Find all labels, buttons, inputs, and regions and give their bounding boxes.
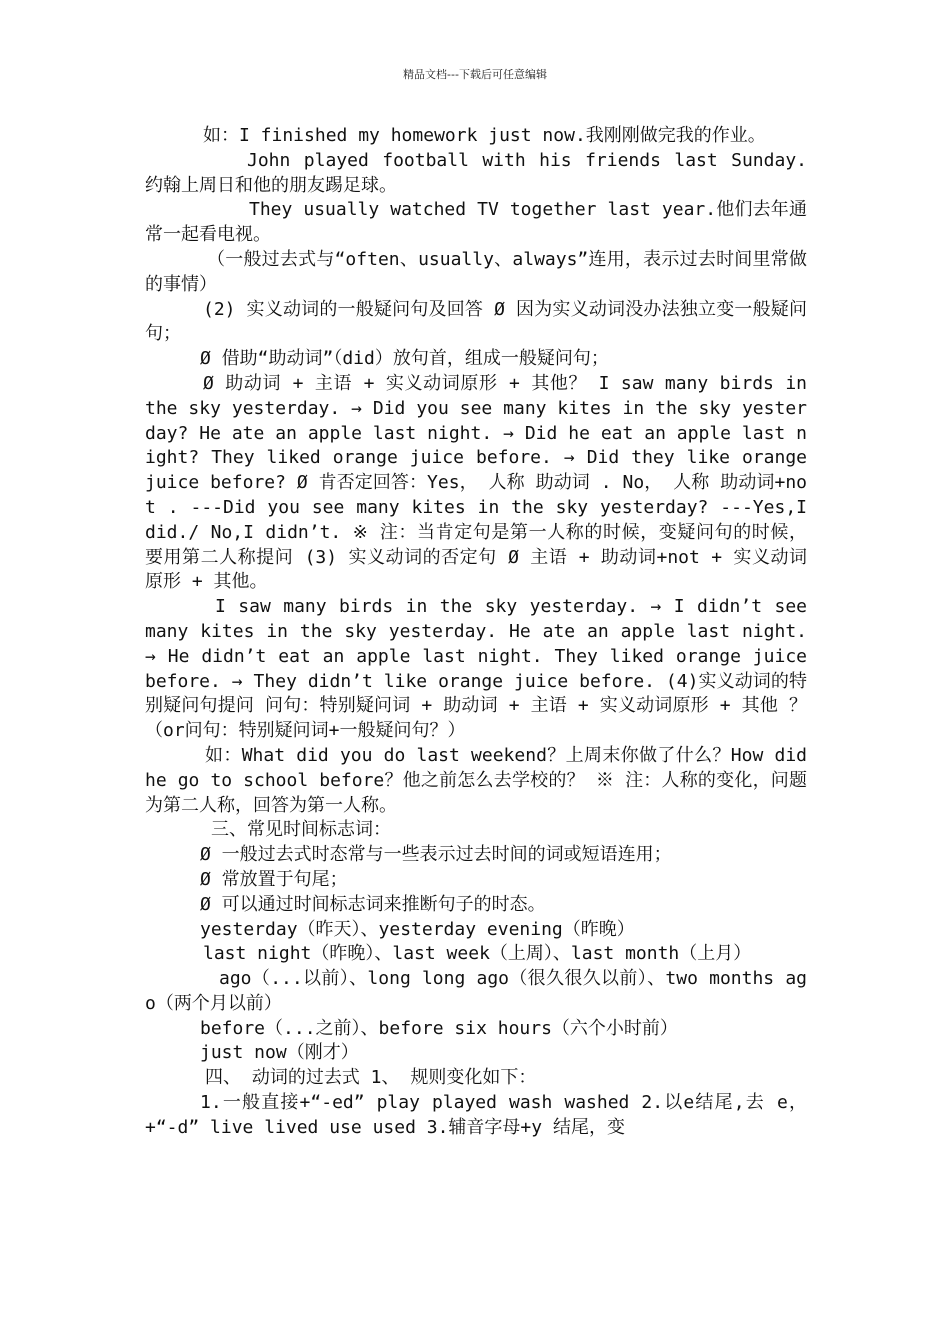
paragraph: just now（刚才）	[200, 1042, 359, 1064]
document-body	[145, 124, 807, 1141]
paragraph: They usually watched TV together last year.他们去年通常一起看电视。	[145, 199, 807, 246]
paragraph: Ø 借助“助动词”（did）放句首，组成一般疑问句；	[200, 348, 609, 370]
paragraph: (2) 实义动词的一般疑问句及回答 Ø 因为实义动词没办法独立变一般疑问句；	[145, 298, 807, 345]
paragraph: John played football with his friends last Sunday. 约翰上周日和他的朋友踢足球。	[145, 149, 807, 196]
section-heading: 三、常见时间标志词：	[211, 819, 391, 841]
page-header: 精品文档---下载后可任意编辑	[403, 68, 547, 81]
paragraph: 如：I finished my homework just now.我刚刚做完我的作业。	[203, 125, 766, 146]
paragraph: （一般过去式与“often、usually、always”连用，表示过去时间里常做的事情）	[145, 248, 807, 295]
paragraph: Ø 一般过去式时态常与一些表示过去时间的词或短语连用；	[200, 844, 672, 866]
paragraph: 1.一般直接+“-ed” play played wash washed 2.以e结尾,去 e，+“-d” live lived use used 3.辅音字母+y 结尾，变	[145, 1092, 807, 1138]
paragraph: before（...之前）、before six hours（六个小时前）	[200, 1017, 678, 1039]
paragraph: 如：What did you do last weekend？上周末你做了什么？How did he go to school before？他之前怎么去学校的？ ※ 注：人称的变化，问题为第二人称，回答为第一人称。	[145, 744, 807, 816]
paragraph: Ø 可以通过时间标志词来推断句子的时态。	[200, 893, 546, 915]
paragraph: Ø 助动词 + 主语 + 实义动词原形 + 其他？ I saw many birds in the sky yesterday. → Did you see many kites in the sky yesterday? He ate an apple last night. → Did he eat an apple last night? They liked orange juice before. → Did they like orange juice before? Ø 肯否定回答：Yes， 人称 助动词 . No， 人称 助动词+not . ---Did you see many kites in the sky yesterday? ---Yes,I did./ No,I didn’t. ※ 注：当肯定句是第一人称的时候，变疑问句的时候，要用第二人称提问 (3) 实义动词的否定句 Ø 主语 + 助动词+not + 实义动词原形 + 其他。	[145, 372, 807, 593]
paragraph: I saw many birds in the sky yesterday. → I didn’t see many kites in the sky yesterday. He ate an apple last night. → He didn’t eat an apple last night. They liked orange juice before. → They didn’t like orange juice before. (4)实义动词的特别疑问句提问 问句：特别疑问词 + 助动词 + 主语 + 实义动词原形 + 其他 ？ （or问句：特别疑问词+一般疑问句？）	[145, 596, 807, 742]
paragraph: Ø 常放置于句尾；	[200, 868, 348, 890]
paragraph: ago（...以前）、long long ago（很久很久以前）、two months ago（两个月以前）	[145, 968, 807, 1014]
paragraph: last night（昨晚）、last week（上周）、last month（上月）	[203, 943, 752, 965]
paragraph: yesterday（昨天）、yesterday evening（昨晚）	[200, 918, 635, 940]
section-heading: 四、 动词的过去式 1、 规则变化如下：	[205, 1067, 537, 1089]
